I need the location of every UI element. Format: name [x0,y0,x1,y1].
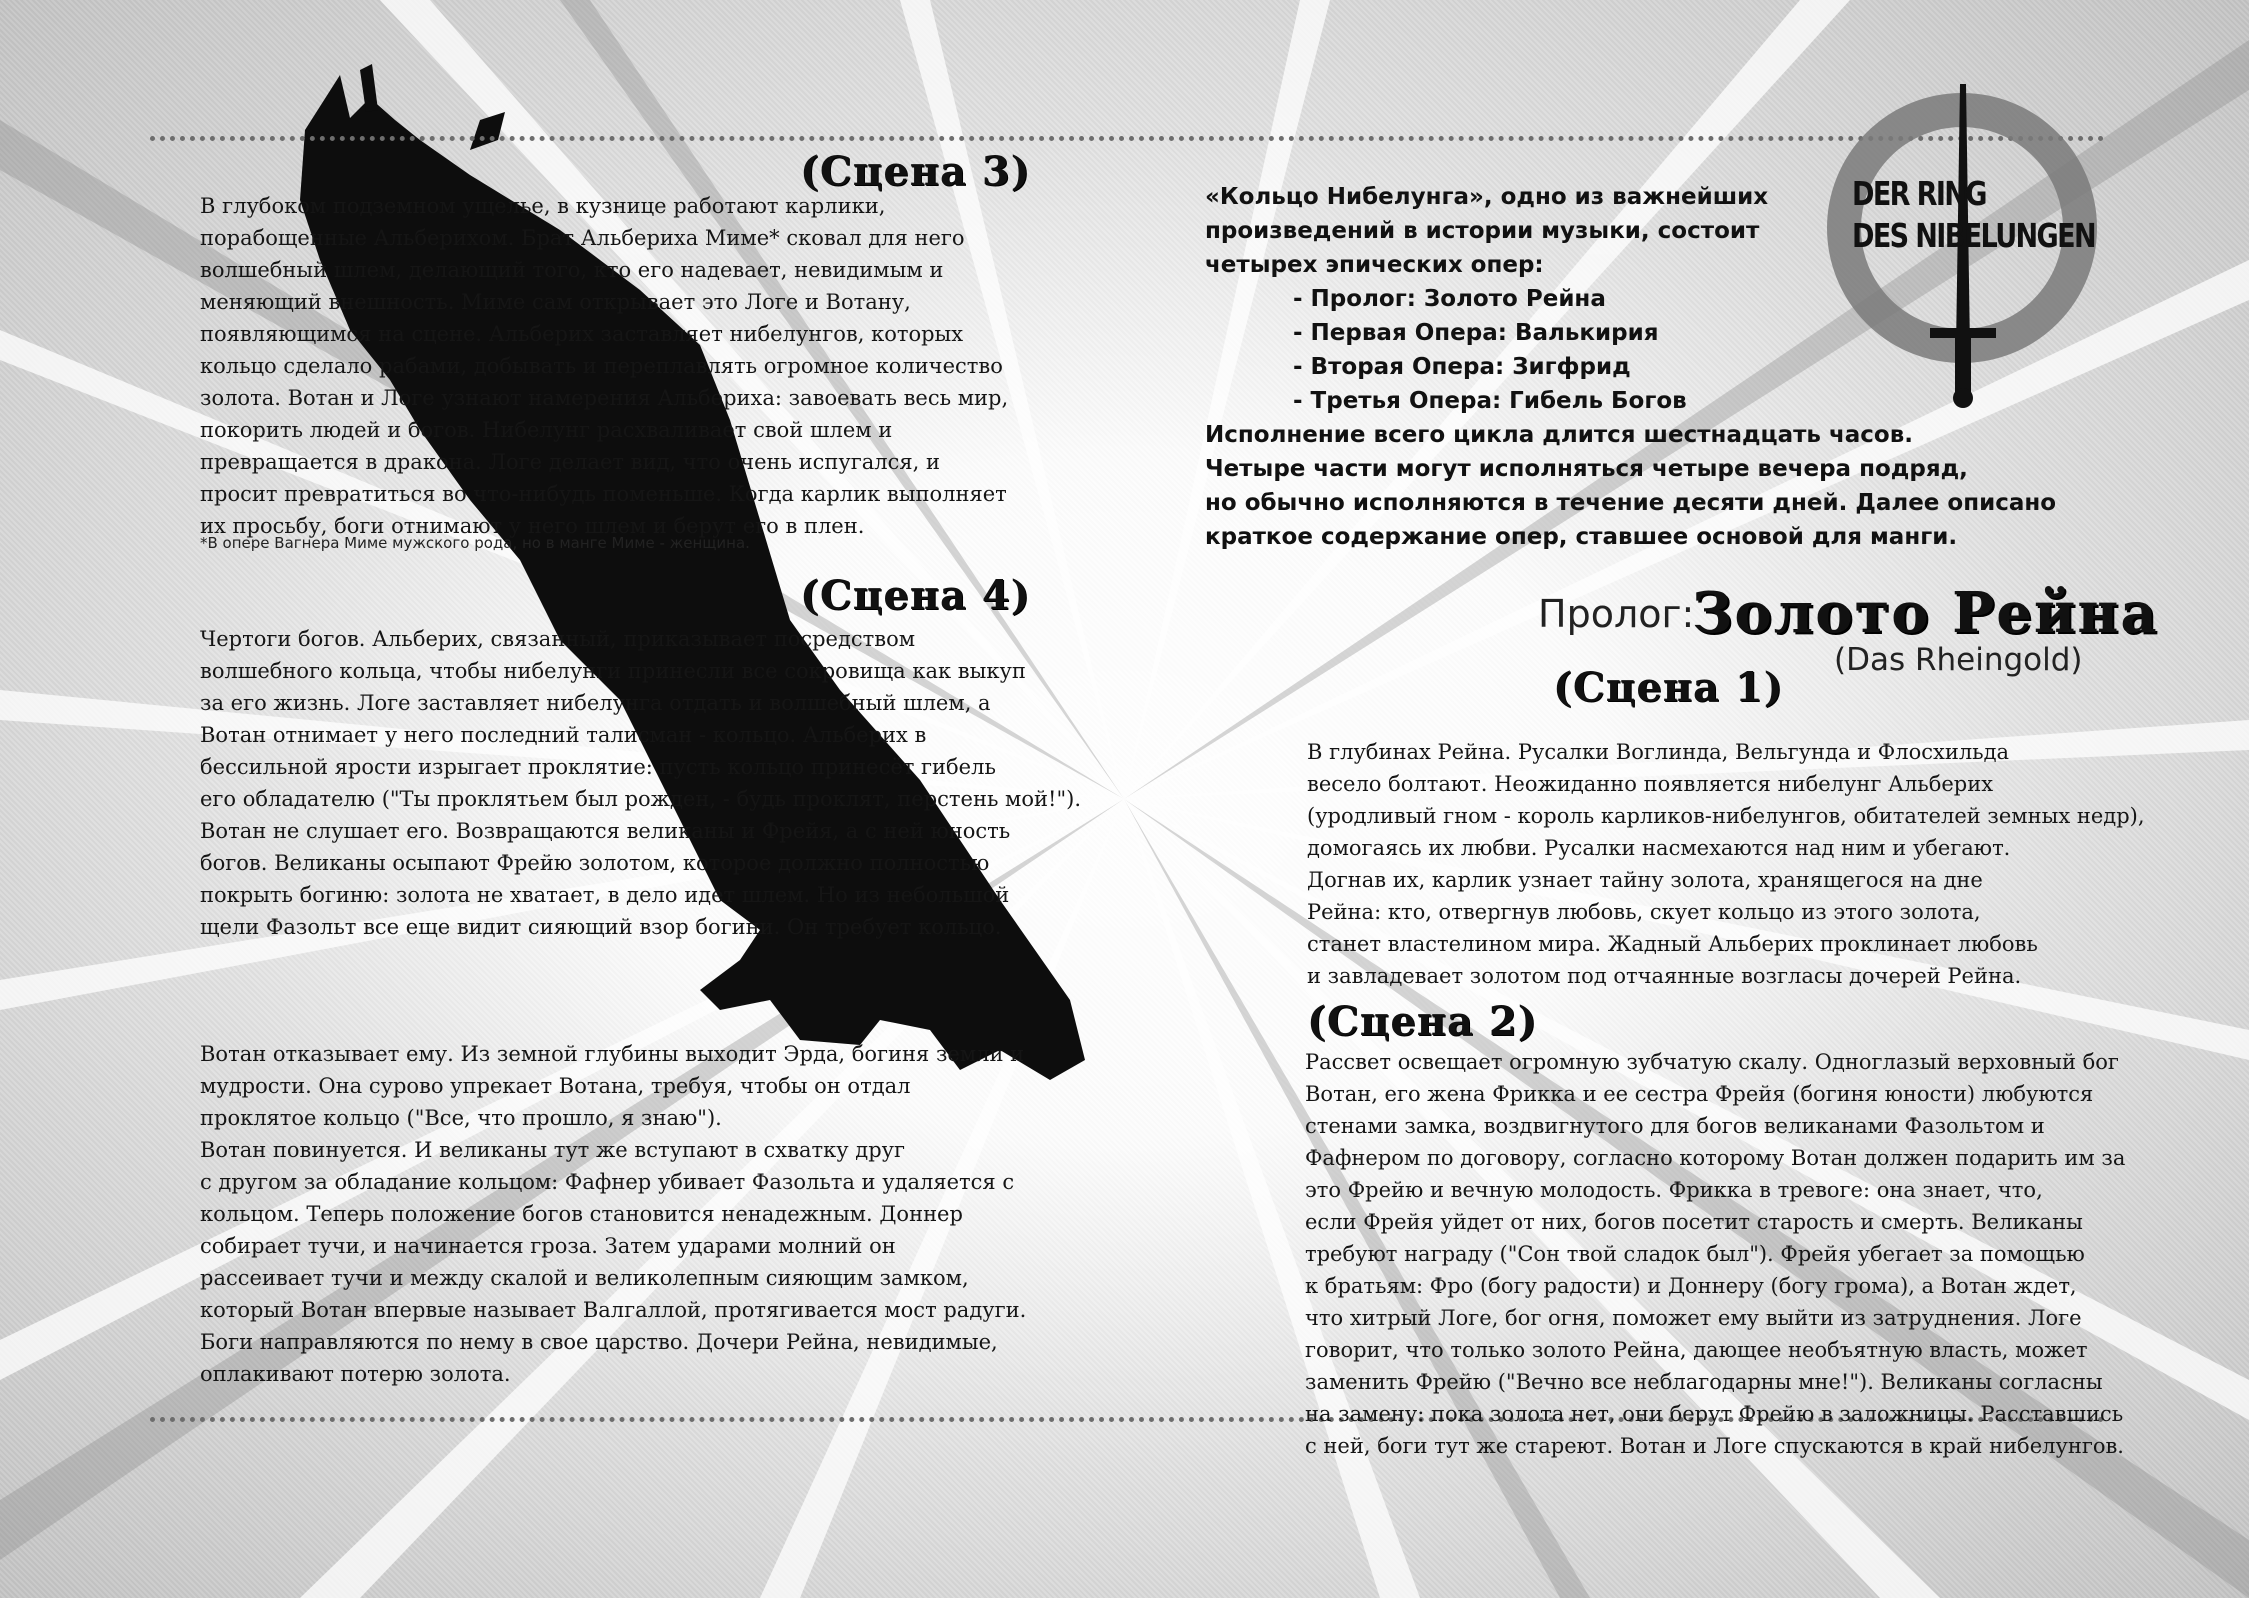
text-line: Рейна: кто, отвергнув любовь, скует кольцо из этого золота, [1307,900,1981,924]
opera-list-item: - Вторая Опера: Зигфрид [1293,354,1631,380]
text-line: говорит, что только золото Рейна, дающее необъятную власть, может [1305,1338,2088,1362]
text-line: Фафнером по договору, согласно которому Вотан должен подарить им за [1305,1146,2126,1170]
text-line: волшебного кольца, чтобы нибелунги принесли все сокровища как выкуп [200,659,1026,683]
scene1-title: (Сцена 1) [1553,664,1784,711]
text-line: станет властелином мира. Жадный Альберих проклинает любовь [1307,932,2038,956]
intro-text [1205,180,2095,554]
text-line: оплакивают потерю золота. [200,1362,511,1386]
text-line: Чертоги богов. Альберих, связанный, приказывает посредством [200,627,916,651]
footnote: *В опере Вагнера Миме мужского рода, но в манге Миме - женщина. [200,534,750,552]
text-line: Вотан, его жена Фрикка и ее сестра Фрейя (богиня юности) любуются [1305,1082,2094,1106]
opera-list-item: - Пролог: Золото Рейна [1293,286,1606,312]
text-line: мудрости. Она сурово упрекает Вотана, требуя, чтобы он отдал [200,1074,911,1098]
opera-title: Золото Рейна [1692,580,2159,646]
opera-list-item: - Третья Опера: Гибель Богов [1293,388,1687,414]
text-line: В глубинах Рейна. Русалки Воглинда, Вельгунда и Флосхильда [1307,740,2010,764]
text-line: превращается в дракона. Логе делает вид, что очень испугался, и [200,450,940,474]
text-line: если Фрейя уйдет от них, богов посетит старость и смерть. Великаны [1305,1210,2083,1234]
text-line: золота. Вотан и Логе узнают намерения Альбериха: завоевать весь мир, [200,386,1009,410]
text-line: Рассвет освещает огромную зубчатую скалу. Одноглазый верховный бог [1305,1050,2119,1074]
prologue-label: Пролог: [1538,592,1695,636]
text-line: их просьбу, боги отнимают у него шлем и берут его в плен. [200,514,865,538]
text-line: требуют награду ("Сон твой сладок был"). Фрейя убегает за помощью [1305,1242,2085,1266]
text-line: кольцом. Теперь положение богов становится ненадежным. Доннер [200,1202,963,1226]
text-line: стенами замка, воздвигнутого для богов великанами Фазольтом и [1305,1114,2045,1138]
text-line: который Вотан впервые называет Валгаллой, протягивается мост радуги. [200,1298,1027,1322]
scene2-text [1305,1046,2125,1462]
scene4-text [200,623,1081,943]
scene3-title: (Сцена 3) [800,148,1031,195]
text-line: к братьям: Фро (богу радости) и Доннеру (богу грома), а Вотан ждет, [1305,1274,2077,1298]
text-line: Четыре части могут исполняться четыре вечера подряд, [1205,456,1968,482]
text-line: с другом за обладание кольцом: Фафнер убивает Фазольта и удаляется с [200,1170,1015,1194]
text-line: «Кольцо Нибелунга», одно из важнейших [1205,184,1769,210]
text-line: четырех эпических опер: [1205,252,1544,278]
scene2-title: (Сцена 2) [1307,998,1538,1045]
text-line: кольцо сделало рабами, добывать и переплавлять огромное количество [200,354,1003,378]
text-line: богов. Великаны осыпают Фрейю золотом, которое должно полностью [200,851,990,875]
text-line: рассеивает тучи и между скалой и великолепным сияющим замком, [200,1266,969,1290]
text-line: проклятое кольцо ("Все, что прошло, я знаю"). [200,1106,722,1130]
opera-subtitle: (Das Rheingold) [1834,642,2083,678]
text-line: с ней, боги тут же стареют. Вотан и Логе спускаются в край нибелунгов. [1305,1434,2124,1458]
text-line: покорить людей и богов. Нибелунг расхваливает свой шлем и [200,418,893,442]
text-line: но обычно исполняются в течение десяти дней. Далее описано [1205,490,2057,516]
text-line: покрыть богиню: золота не хватает, в дело идет шлем. Но из небольшой [200,883,1010,907]
text-line: за его жизнь. Логе заставляет нибелунга отдать и волшебный шлем, а [200,691,991,715]
text-line: произведений в истории музыки, состоит [1205,218,1760,244]
scene4-title: (Сцена 4) [800,572,1031,619]
text-line: краткое содержание опер, ставшее основой для манги. [1205,524,1958,550]
text-line: появляющимся на сцене. Альберих заставляет нибелунгов, которых [200,322,964,346]
text-line: Догнав их, карлик узнает тайну золота, хранящегося на дне [1307,868,1983,892]
text-line: домогаясь их любви. Русалки насмехаются над ним и убегают. [1307,836,2011,860]
text-line: это Фрейю и вечную молодость. Фрикка в тревоге: она знает, что, [1305,1178,2043,1202]
text-line: Исполнение всего цикла длится шестнадцать часов. [1205,422,1914,448]
text-line: собирает тучи, и начинается гроза. Затем ударами молний он [200,1234,896,1258]
text-line: щели Фазольт все еще видит сияющий взор богини. Он требует кольцо. [200,915,1002,939]
text-line: просит превратиться во что-нибудь поменьше. Когда карлик выполняет [200,482,1007,506]
text-line: Вотан не слушает его. Возвращаются великаны и Фрейя, а с ней юность [200,819,1011,843]
scene1-text [1307,736,2145,992]
text-line: порабощенные Альберихом. Брат Альбериха Миме* сковал для него [200,226,965,250]
text-line: меняющий внешность. Миме сам открывает это Логе и Вотану, [200,290,911,314]
text-line: на замену: пока золота нет, они берут Фрейю в заложницы. Расставшись [1305,1402,2124,1426]
logo-line-2: DES NIBELUNGEN [1852,216,2095,255]
text-line: волшебный шлем, делающий того, кто его надевает, невидимым и [200,258,944,282]
logo-line-1: DER RING [1852,174,1986,213]
text-line: Боги направляются по нему в свое царство. Дочери Рейна, невидимые, [200,1330,998,1354]
text-line: Вотан отказывает ему. Из земной глубины выходит Эрда, богиня земли и [200,1042,1025,1066]
text-line: Вотан отнимает у него последний талисман - кольцо. Альберих в [200,723,927,747]
text-line: Вотан повинуется. И великаны тут же вступают в схватку друг [200,1138,905,1162]
text-line: его обладателю ("Ты проклятьем был рожден, - будь проклят, перстень мой!"). [200,787,1081,811]
text-line: и завладевает золотом под отчаянные возгласы дочерей Рейна. [1307,964,2022,988]
scene3-text [200,190,1008,542]
opera-list-item: - Первая Опера: Валькирия [1293,320,1659,346]
text-line: весело болтают. Неожиданно появляется нибелунг Альберих [1307,772,1994,796]
text-line: (уродливый гном - король карликов-нибелунгов, обитателей земных недр), [1307,804,2145,828]
scene4-text-continued [200,1038,1026,1390]
text-line: В глубоком подземном ущелье, в кузнице работают карлики, [200,194,886,218]
text-line: заменить Фрейю ("Вечно все неблагодарны мне!"). Великаны согласны [1305,1370,2103,1394]
text-line: бессильной ярости изрыгает проклятие: пусть кольцо принесёт гибель [200,755,996,779]
text-line: что хитрый Логе, бог огня, поможет ему выйти из затруднения. Логе [1305,1306,2082,1330]
